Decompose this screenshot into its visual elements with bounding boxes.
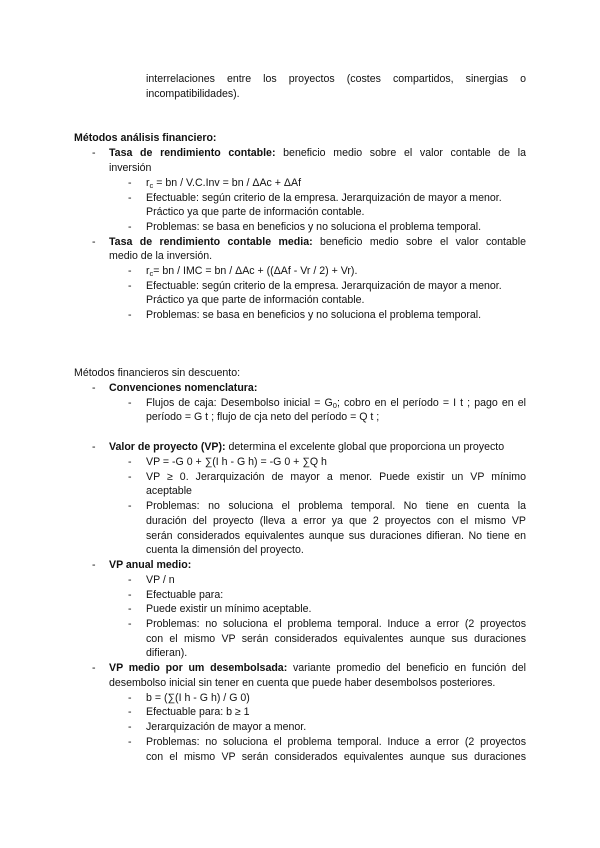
vp-problemas: Problemas: no soluciona el problema temporal. No tiene en cuenta la xyxy=(146,500,526,512)
intro-line-1: interrelaciones entre los proyectos (costes compartidos, sinergias o xyxy=(146,73,526,85)
bullet-dash: - xyxy=(92,441,96,453)
section-heading-financiero: Métodos análisis financiero: xyxy=(74,132,217,144)
sub-bullet-dash: - xyxy=(128,692,132,704)
sub-bullet-dash: - xyxy=(128,736,132,748)
sub-bullet-dash: - xyxy=(128,265,132,277)
formula-b: b = (∑(I h - G h) / G 0) xyxy=(146,692,250,704)
vp-anual-minimo: Puede existir un mínimo aceptable. xyxy=(146,603,312,615)
sub-bullet-dash: - xyxy=(128,574,132,586)
item-tasa-rendimiento-contable: Tasa de rendimiento contable: beneficio medio sobre el valor contable de la xyxy=(109,147,526,159)
formula-rc: $r_c$ = bn / V.C.Inv = bn / ΔAc + ΔAf xyxy=(146,177,302,190)
vp-jerarquizacion-cont: aceptable xyxy=(146,485,192,497)
vp-anual-efectuable: Efectuable para: xyxy=(146,589,224,601)
vp-medio-jerarquizacion: Jerarquización de mayor a menor. xyxy=(146,721,307,733)
sub-bullet-dash: - xyxy=(128,618,132,630)
item-vp-anual-medio: VP anual medio: xyxy=(109,559,192,571)
efectuable-text: Efectuable: según criterio de la empresa. Jerarquización de mayor a menor. xyxy=(146,280,502,292)
vp-anual-problemas: Problemas: no soluciona el problema temporal. Induce a error (2 proyectos xyxy=(146,618,526,630)
sub-bullet-dash: - xyxy=(128,177,132,189)
vp-anual-problemas-cont: difieran). xyxy=(146,647,188,659)
item-convenciones: Convenciones nomenclatura: xyxy=(109,382,258,394)
vp-jerarquizacion: VP ≥ 0. Jerarquización de mayor a menor. Puede existir un VP mínimo xyxy=(146,471,526,483)
bullet-dash: - xyxy=(92,236,96,248)
item-vp-medio-desembolsada-cont: desembolso inicial sin tener en cuenta que puede haber desembolsos posteriores. xyxy=(109,677,496,689)
bullet-dash: - xyxy=(92,559,96,571)
intro-line-2: incompatibilidades). xyxy=(146,88,240,100)
flujos-caja-text-cont: período = G t ; flujo de cja neto del período = Q t ; xyxy=(146,411,380,423)
problemas-text: Problemas: se basa en beneficios y no soluciona el problema temporal. xyxy=(146,309,482,321)
vp-medio-problemas-cont: con el mismo VP serán considerados equivalentes aunque sus duraciones xyxy=(146,751,526,763)
formula-rc-media: $r_c=$ bn / IMC = bn / ΔAc + ((ΔAf - Vr / 2) + Vr). xyxy=(146,265,358,278)
sub-bullet-dash: - xyxy=(128,309,132,321)
formula-vp-anual: VP / n xyxy=(146,574,175,586)
sub-bullet-dash: - xyxy=(128,456,132,468)
item-valor-proyecto: Valor de proyecto (VP): determina el excelente global que proporciona un proyecto xyxy=(109,441,505,453)
sub-bullet-dash: - xyxy=(128,500,132,512)
vp-problemas-cont: duración del proyecto (lleva a error ya que 2 proyectos con el mismo VP xyxy=(146,515,526,527)
item-vp-medio-desembolsada: VP medio por um desembolsada: variante promedio del beneficio en función del xyxy=(109,662,526,674)
vp-medio-efectuable: Efectuable para: b ≥ 1 xyxy=(146,706,250,718)
vp-problemas-cont: serán considerados equivalentes aunque sus duraciones difieran. No tiene en xyxy=(146,530,526,542)
problemas-text: Problemas: se basa en beneficios y no soluciona el problema temporal. xyxy=(146,221,482,233)
efectuable-text-cont: Práctico ya que parte de información contable. xyxy=(146,206,365,218)
item-tasa-rendimiento-contable-media-cont: medio de la inversión. xyxy=(109,250,213,262)
sub-bullet-dash: - xyxy=(128,221,132,233)
section-heading-sin-descuento: Métodos financieros sin descuento: xyxy=(74,367,241,379)
vp-medio-problemas: Problemas: no soluciona el problema temporal. Induce a error (2 proyectos xyxy=(146,736,526,748)
sub-bullet-dash: - xyxy=(128,603,132,615)
sub-bullet-dash: - xyxy=(128,471,132,483)
sub-bullet-dash: - xyxy=(128,721,132,733)
sub-bullet-dash: - xyxy=(128,192,132,204)
sub-bullet-dash: - xyxy=(128,589,132,601)
flujos-caja-text: Flujos de caja: Desembolso inicial = $G_0$; cobro en el período = I t ; pago en el xyxy=(146,397,526,410)
item-tasa-rendimiento-contable-media: Tasa de rendimiento contable media: beneficio medio sobre el valor contable xyxy=(109,236,526,248)
efectuable-text-cont: Práctico ya que parte de información contable. xyxy=(146,294,365,306)
bullet-dash: - xyxy=(92,382,96,394)
sub-bullet-dash: - xyxy=(128,280,132,292)
vp-problemas-cont: cuenta la dimensión del proyecto. xyxy=(146,544,304,556)
vp-anual-problemas-cont: con el mismo VP serán considerados equivalentes aunque sus duraciones xyxy=(146,633,526,645)
bullet-dash: - xyxy=(92,662,96,674)
formula-vp: VP = -G 0 + ∑(I h - G h) = -G 0 + ∑Q h xyxy=(146,456,327,468)
sub-bullet-dash: - xyxy=(128,706,132,718)
item-tasa-rendimiento-contable-cont: inversión xyxy=(109,162,152,174)
sub-bullet-dash: - xyxy=(128,397,132,409)
bullet-dash: - xyxy=(92,147,96,159)
efectuable-text: Efectuable: según criterio de la empresa. Jerarquización de mayor a menor. xyxy=(146,192,502,204)
